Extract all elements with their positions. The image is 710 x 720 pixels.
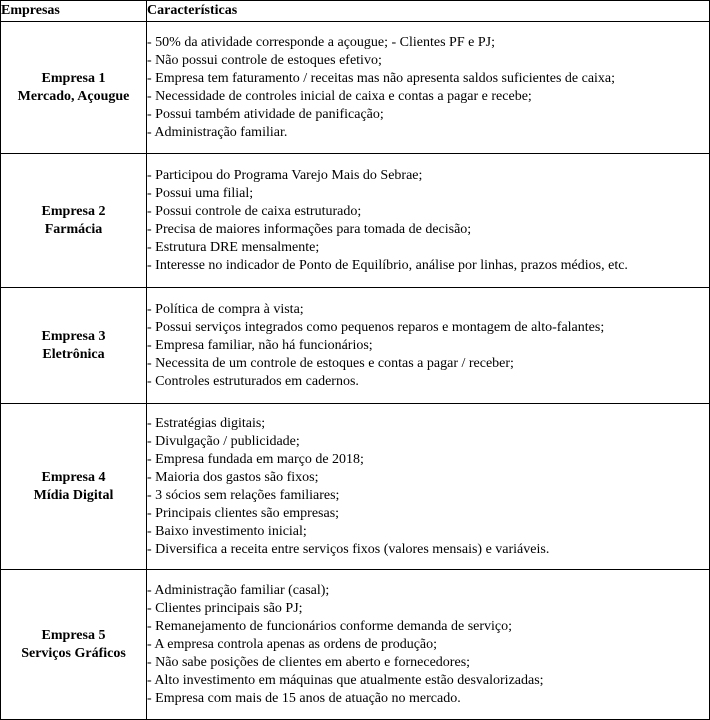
feature-list [147, 301, 709, 391]
feature-item: - 50% da atividade corresponde a açougue; - Clientes PF e PJ; [147, 34, 495, 50]
company-cell [1, 404, 147, 570]
feature-item: - 3 sócios sem relações familiares; [147, 487, 340, 503]
feature-item: - Empresa familiar, não há funcionários; [147, 337, 373, 353]
feature-item: - A empresa controla apenas as ordens de produção; [147, 636, 438, 652]
feature-item: - Administração familiar. [147, 124, 288, 140]
feature-item: - Precisa de maiores informações para tomada de decisão; [147, 221, 472, 237]
feature-item: - Necessita de um controle de estoques e contas a pagar / receber; [147, 355, 514, 371]
feature-item: - Necessidade de controles inicial de caixa e contas a pagar e recebe; [147, 88, 532, 104]
feature-item: - Possui uma filial; [147, 185, 254, 201]
feature-item: - Empresa com mais de 15 anos de atuação no mercado. [147, 690, 461, 706]
feature-item: - Possui serviços integrados como pequenos reparos e montagem de alto-falantes; [147, 319, 605, 335]
feature-item: - Clientes principais são PJ; [147, 600, 303, 616]
feature-item: - Divulgação / publicidade; [147, 433, 300, 449]
company-segment: Farmácia [44, 221, 103, 237]
features-cell [147, 154, 710, 288]
features-cell [147, 22, 710, 154]
feature-item: - Administração familiar (casal); [147, 582, 330, 598]
feature-list [147, 34, 709, 142]
table-row [1, 154, 710, 288]
company-segment: Mídia Digital [33, 487, 114, 503]
feature-item: - Participou do Programa Varejo Mais do Sebrae; [147, 167, 423, 183]
company-cell [1, 570, 147, 720]
feature-item: - Estrutura DRE mensalmente; [147, 239, 320, 255]
feature-item: - Não possui controle de estoques efetivo; [147, 52, 382, 68]
feature-list [147, 582, 709, 708]
company-segment: Serviços Gráficos [21, 645, 126, 661]
header-row [1, 1, 710, 22]
company-cell [1, 288, 147, 404]
company-cell [1, 22, 147, 154]
company-name: Empresa 2 [41, 203, 106, 219]
features-cell [147, 570, 710, 720]
table-row [1, 288, 710, 404]
feature-item: - Principais clientes são empresas; [147, 505, 340, 521]
feature-item: - Política de compra à vista; [147, 301, 304, 317]
feature-item: - Maioria dos gastos são fixos; [147, 469, 319, 485]
company-segment: Mercado, Açougue [17, 88, 130, 104]
feature-list [147, 415, 709, 559]
company-segment: Eletrônica [42, 346, 105, 362]
feature-item: - Possui também atividade de panificação; [147, 106, 384, 122]
company-name: Empresa 5 [41, 627, 106, 643]
table-row [1, 570, 710, 720]
feature-item: - Controles estruturados em cadernos. [147, 373, 359, 389]
feature-item: - Alto investimento em máquinas que atualmente estão desvalorizadas; [147, 672, 544, 688]
table-row [1, 22, 710, 154]
company-name: Empresa 1 [41, 70, 106, 86]
feature-item: - Estratégias digitais; [147, 415, 266, 431]
header-caracteristicas: Características [147, 1, 710, 22]
feature-item: - Diversifica a receita entre serviços fixos (valores mensais) e variáveis. [147, 541, 550, 557]
feature-item: - Possui controle de caixa estruturado; [147, 203, 362, 219]
feature-item: - Remanejamento de funcionários conforme demanda de serviço; [147, 618, 513, 634]
features-cell [147, 288, 710, 404]
header-empresas: Empresas [1, 1, 147, 22]
feature-item: - Interesse no indicador de Ponto de Equilíbrio, análise por linhas, prazos médios, etc. [147, 257, 628, 273]
feature-item: - Empresa fundada em março de 2018; [147, 451, 364, 467]
feature-list [147, 167, 709, 275]
feature-item: - Não sabe posições de clientes em aberto e fornecedores; [147, 654, 471, 670]
feature-item: - Empresa tem faturamento / receitas mas não apresenta saldos suficientes de caixa; [147, 70, 616, 86]
company-cell [1, 154, 147, 288]
feature-item: - Baixo investimento inicial; [147, 523, 307, 539]
company-name: Empresa 4 [41, 469, 106, 485]
company-name: Empresa 3 [41, 328, 106, 344]
features-cell [147, 404, 710, 570]
table-row [1, 404, 710, 570]
